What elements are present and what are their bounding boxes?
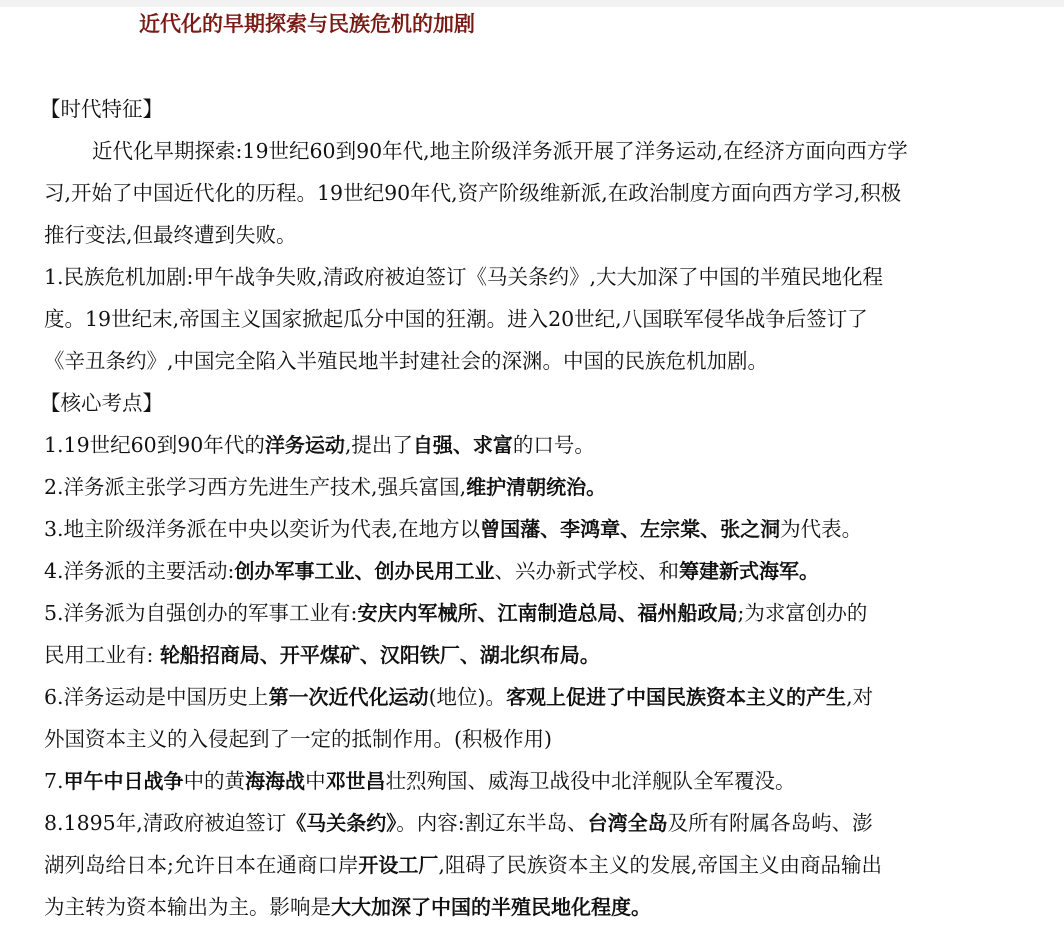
era-paragraph-line-2: 习,开始了中国近代化的历程。19世纪90年代,资产阶级维新派,在政治制度方面向西方学习,积极 — [44, 181, 902, 205]
era-paragraph-line-1: 近代化早期探索:19世纪60到90年代,地主阶级洋务派开展了洋务运动,在经济方面向西方学 — [92, 139, 908, 163]
point-1-text-c: ,提出了 — [344, 433, 413, 457]
point-8-text-f: ,阻碍了民族资本主义的发展,帝国主义由商品输出 — [438, 853, 882, 877]
point-8-text-d: 及所有附属各岛屿、澎 — [667, 811, 873, 835]
point-7-bold-3: 邓世昌 — [325, 769, 386, 793]
point-7-text-a: 7. — [44, 769, 64, 793]
point-7-text-c: 中的黄 — [183, 769, 246, 793]
point-7-text-d: 中 — [305, 769, 326, 793]
point-4-text-a: 4.洋务派的主要活动: — [44, 559, 235, 583]
point-8-bold-1: 《马关条约》 — [286, 811, 397, 835]
point-8-line-2 — [44, 844, 1044, 886]
point-6-bold-2: 客观上促进了中国民族资本主义的产生 — [506, 685, 847, 709]
point-4-bold-1: 创办军事工业、创办民用工业 — [234, 559, 495, 583]
crisis-paragraph-line-1: 1.民族危机加剧:甲午战争失败,清政府被迫签订《马关条约》,大大加深了中国的半殖民地化程 — [44, 265, 883, 289]
point-5-text-a: 5.洋务派为自强创办的军事工业有: — [44, 601, 358, 625]
point-5-bold-1: 安庆内军械所、江南制造总局、福州船政局 — [357, 601, 738, 625]
point-7-bold-2: 海海战 — [245, 769, 306, 793]
point-1-bold-2: 自强、求富 — [412, 433, 513, 457]
crisis-paragraph-line-2: 度。19世纪末,帝国主义国家掀起瓜分中国的狂潮。进入20世纪,八国联军侵华战争后签订了 — [44, 307, 868, 331]
point-1-text-a: 1.19世纪60到90年代的 — [44, 433, 265, 457]
point-6-text-c: (地位)。 — [428, 685, 507, 709]
point-6-text-a: 6.洋务运动是中国历史上 — [44, 685, 269, 709]
point-3-text-c: 为代表。 — [780, 517, 863, 541]
point-8-line-1 — [44, 802, 1044, 844]
point-1-text-d: 的口号。 — [512, 433, 595, 457]
point-1 — [44, 424, 1044, 466]
point-6-text-d: ,对 — [846, 685, 874, 709]
point-4 — [44, 550, 1044, 592]
point-8-text-c: 。内容:割辽东半岛、 — [396, 811, 588, 835]
point-7-bold-1: 甲午中日战争 — [63, 769, 184, 793]
point-3-bold-1: 曾国藩、李鸿章、左宗棠、张之洞 — [480, 517, 781, 541]
point-8-text-e: 湖列岛给日本;允许日本在通商口岸 — [44, 853, 359, 877]
point-8-text-g: 为主转为资本输出为主。影响是 — [44, 895, 331, 919]
point-2-text-a: 2.洋务派主张学习西方先进生产技术,强兵富国, — [44, 475, 467, 499]
point-8-text-a: 8.1895年,清政府被迫签订 — [44, 811, 287, 835]
point-5-bold-2: 轮船招商局、开平煤矿、汉阳铁厂、湖北织布局。 — [159, 643, 600, 667]
page-title: 近代化的早期探索与民族危机的加剧 — [139, 12, 475, 36]
point-6-line-1 — [44, 676, 1044, 718]
era-paragraph-line-3: 推行变法,但最终遭到失败。 — [44, 223, 297, 247]
point-3 — [44, 508, 1044, 550]
section-heading-era: 【时代特征】 — [40, 97, 163, 121]
document-body — [40, 88, 1044, 928]
point-3-text-a: 3.地主阶级洋务派在中央以奕䜣为代表,在地方以 — [44, 517, 481, 541]
crisis-paragraph-line-3: 《辛丑条约》,中国完全陷入半殖民地半封建社会的深渊。中国的民族危机加剧。 — [44, 349, 769, 373]
point-7-text-e: 壮烈殉国、威海卫战役中北洋舰队全军覆没。 — [385, 769, 796, 793]
point-8-bold-4: 大大加深了中国的半殖民地化程度。 — [331, 895, 651, 919]
point-8-bold-3: 开设工厂 — [358, 853, 439, 877]
point-4-text-c: 、兴办新式学校、和 — [494, 559, 679, 583]
point-5-text-d: 民用工业有: — [44, 643, 160, 667]
point-5-line-1 — [44, 592, 1044, 634]
point-5-text-c: ;为求富创办的 — [737, 601, 868, 625]
top-rule — [0, 0, 1064, 7]
point-6-bold-1: 第一次近代化运动 — [268, 685, 429, 709]
point-2 — [44, 466, 1044, 508]
point-6-line-2: 外国资本主义的入侵起到了一定的抵制作用。(积极作用) — [44, 727, 552, 751]
point-2-bold-1: 维护清朝统治。 — [466, 475, 607, 499]
point-5-line-2 — [44, 634, 1044, 676]
point-4-bold-2: 筹建新式海军。 — [678, 559, 819, 583]
point-8-bold-2: 台湾全岛 — [587, 811, 668, 835]
section-heading-core: 【核心考点】 — [40, 391, 163, 415]
point-8-line-3 — [44, 886, 1044, 928]
point-7 — [44, 760, 1044, 802]
point-1-bold-1: 洋务运动 — [264, 433, 345, 457]
